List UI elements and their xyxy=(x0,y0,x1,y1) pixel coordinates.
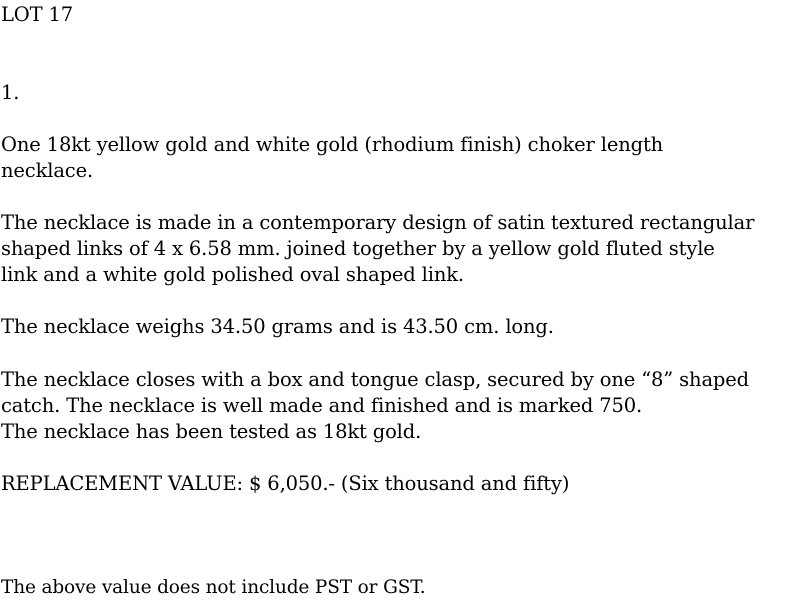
lot-heading: LOT 17 xyxy=(1,3,74,26)
design-line-1: The necklace is made in a contemporary design of satin textured rectangular xyxy=(1,211,755,234)
description-line-1: One 18kt yellow gold and white gold (rhodium finish) choker length xyxy=(1,133,664,156)
item-number: 1. xyxy=(1,81,20,104)
design-line-3: link and a white gold polished oval shaped link. xyxy=(1,263,464,286)
weight-line: The necklace weighs 34.50 grams and is 43.50 cm. long. xyxy=(1,315,554,338)
clasp-line-3: The necklace has been tested as 18kt gold. xyxy=(1,420,422,443)
clasp-line-2: catch. The necklace is well made and finished and is marked 750. xyxy=(1,394,643,417)
clasp-line-1: The necklace closes with a box and tongue clasp, secured by one “8” shaped xyxy=(1,368,749,391)
design-line-2: shaped links of 4 x 6.58 mm. joined together by a yellow gold fluted style xyxy=(1,237,715,260)
footer-note: The above value does not include PST or GST. xyxy=(1,577,426,598)
description-line-2: necklace. xyxy=(1,159,94,182)
replacement-value: REPLACEMENT VALUE: $ 6,050.- (Six thousand and fifty) xyxy=(1,472,570,495)
